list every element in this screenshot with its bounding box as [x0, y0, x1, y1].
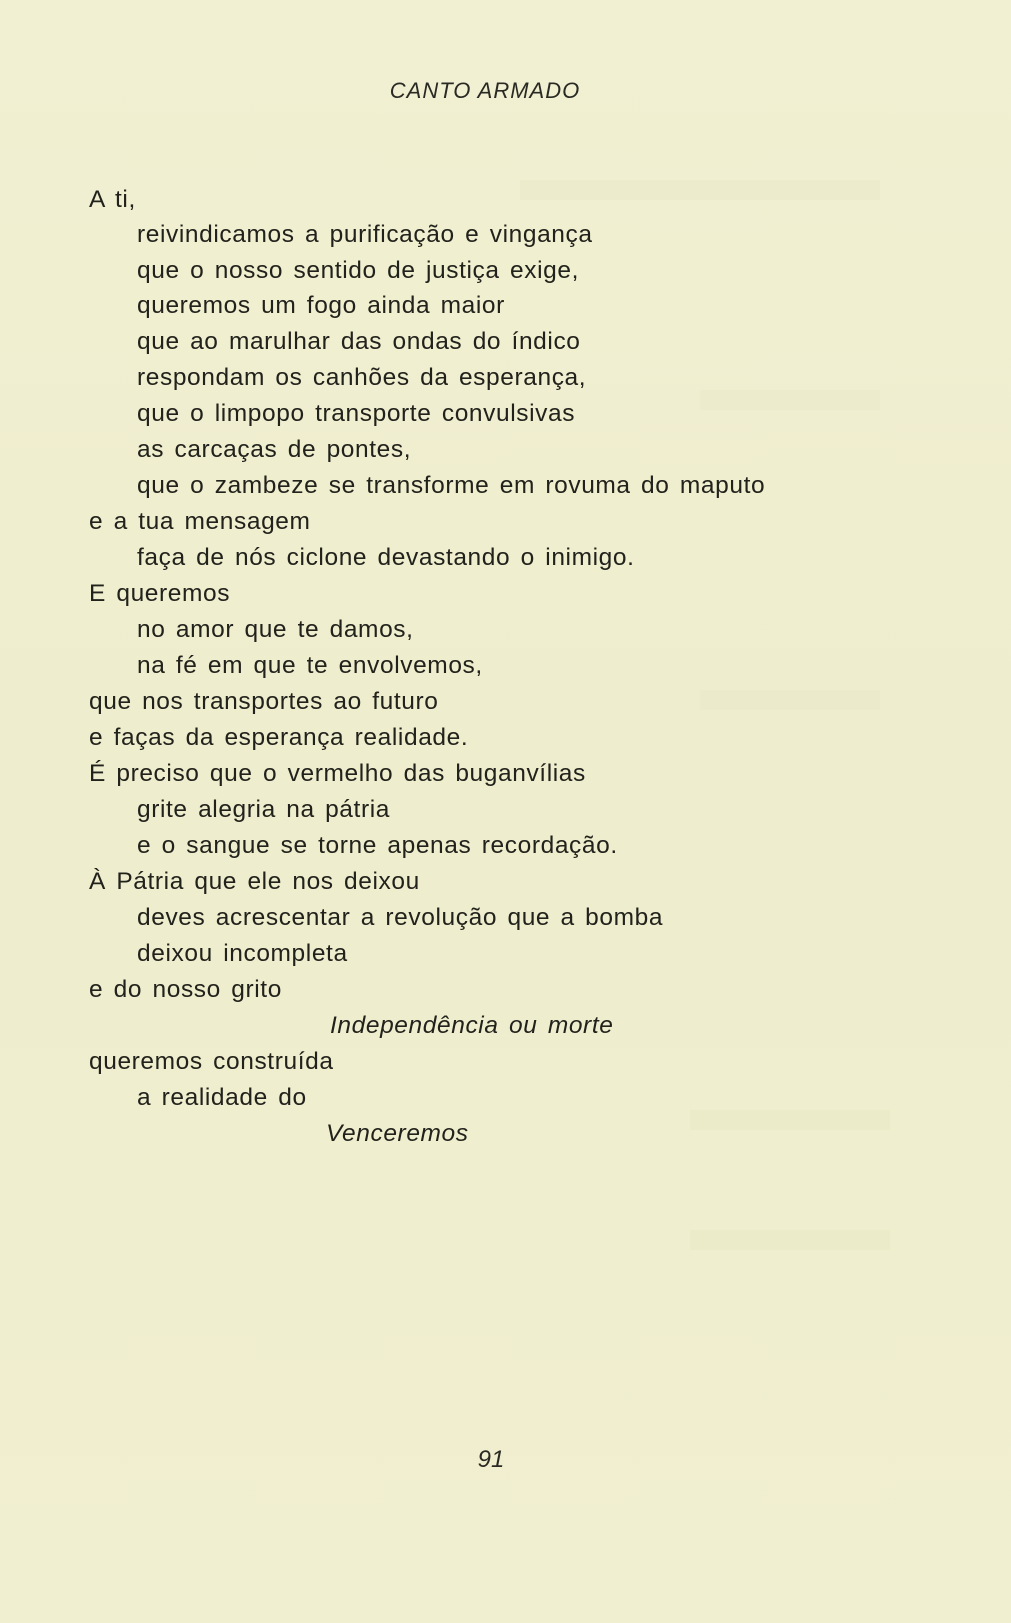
bleed-through-shadow: [690, 1110, 890, 1130]
bleed-through-shadow: [700, 390, 880, 410]
poem-line: que o zambeze se transforme em rovuma do maputo: [137, 472, 766, 499]
bleed-through-shadow: [700, 690, 880, 710]
poem-line: deves acrescentar a revolução que a bomba: [137, 904, 664, 931]
poem-line: que nos transportes ao futuro: [89, 688, 439, 715]
poem-line: É preciso que o vermelho das buganvílias: [89, 760, 586, 787]
poem-line: queremos construída: [89, 1048, 334, 1075]
poem-line: na fé em que te envolvemos,: [137, 652, 483, 679]
poem-line: faça de nós ciclone devastando o inimigo.: [137, 544, 635, 571]
page-number: 91: [477, 1446, 505, 1473]
poem-line: E queremos: [89, 580, 231, 607]
poem-line: no amor que te damos,: [137, 616, 414, 643]
poem-line: a realidade do: [137, 1084, 307, 1111]
poem-line-italic: Venceremos: [326, 1120, 469, 1147]
poem-line: deixou incompleta: [137, 940, 348, 967]
poem-line: e faças da esperança realidade.: [89, 724, 469, 751]
poem-line: e o sangue se torne apenas recordação.: [137, 832, 618, 859]
poem-line: grite alegria na pátria: [137, 796, 390, 823]
running-header: CANTO ARMADO: [389, 78, 581, 103]
poem-line: À Pátria que ele nos deixou: [89, 868, 420, 895]
bleed-through-shadow: [520, 180, 880, 200]
poem-line: que ao marulhar das ondas do índico: [137, 328, 581, 355]
poem-line: A ti,: [89, 186, 136, 213]
poem-line: e do nosso grito: [89, 976, 282, 1003]
poem-line: as carcaças de pontes,: [137, 436, 412, 463]
poem-line: queremos um fogo ainda maior: [137, 292, 505, 319]
poem-line: respondam os canhões da esperança,: [137, 364, 587, 391]
poem-line-italic: Independência ou morte: [330, 1012, 614, 1039]
poem-line: e a tua mensagem: [89, 508, 311, 535]
poem-line: reivindicamos a purificação e vingança: [137, 221, 593, 248]
bleed-through-shadow: [690, 1230, 890, 1250]
poem-line: que o nosso sentido de justiça exige,: [137, 257, 579, 284]
poem-line: que o limpopo transporte convulsivas: [137, 400, 576, 427]
